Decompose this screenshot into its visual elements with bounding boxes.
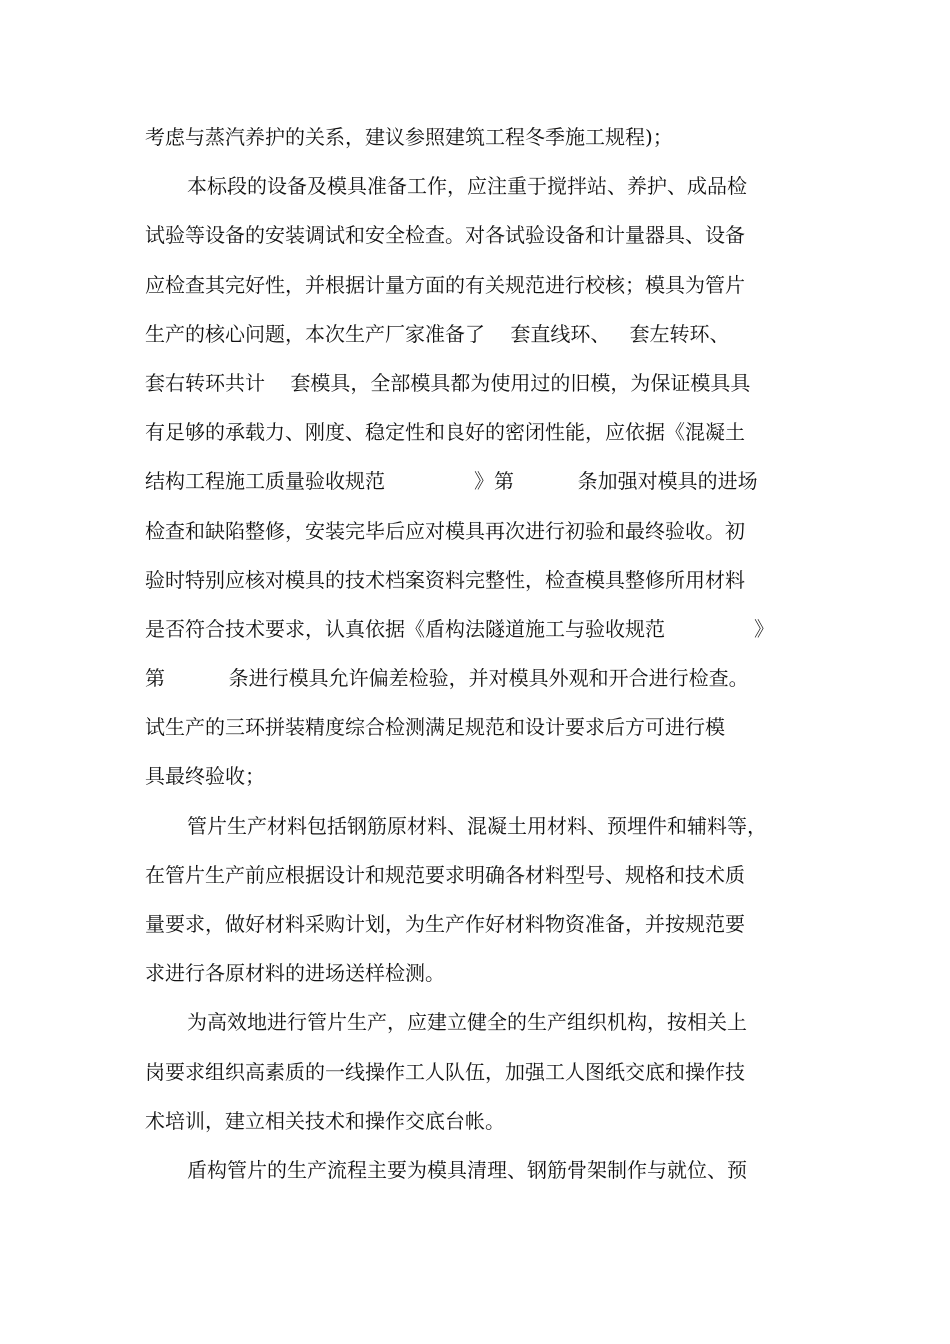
text-line-12: 第 条进行模具允许偏差检验，并对模具外观和开合进行检查。: [145, 666, 749, 691]
text-line-18: 求进行各原材料的进场送样检测。: [145, 961, 445, 986]
text-line-1: 考虑与蒸汽养护的关系，建议参照建筑工程冬季施工规程)；: [145, 125, 673, 149]
text-line-16: 在管片生产前应根据设计和规范要求明确各材料型号、规格和技术质: [145, 862, 745, 887]
document-body: [145, 113, 810, 1195]
text-line-22: 盾构管片的生产流程主要为模具清理、钢筋骨架制作与就位、预: [187, 1157, 747, 1182]
text-line-6: 套右转环共计 套模具，全部模具都为使用过的旧模，为保证模具具: [145, 370, 751, 395]
text-line-5: 生产的核心问题，本次生产厂家准备了 套直线环、 套左转环、: [145, 321, 730, 346]
text-line-17: 量要求，做好材料采购计划，为生产作好材料物资准备，并按规范要: [145, 912, 745, 936]
text-line-11: 是否符合技术要求，认真依据《盾构法隧道施工与验收规范 》: [145, 616, 775, 641]
text-line-14: 具最终验收；: [145, 764, 265, 789]
text-line-2: 本标段的设备及模具准备工作，应注重于搅拌站、养护、成品检: [187, 174, 747, 199]
text-line-13: 试生产的三环拼装精度综合检测满足规范和设计要求后方可进行模: [145, 715, 725, 740]
text-line-4: 应检查其完好性，并根据计量方面的有关规范进行校核；模具为管片: [145, 272, 745, 297]
text-line-7: 有足够的承载力、刚度、稳定性和良好的密闭性能，应依据《混凝土: [145, 420, 745, 445]
text-line-10: 验时特别应核对模具的技术档案资料完整性，检查模具整修所用材料: [145, 567, 745, 592]
text-line-3: 试验等设备的安装调试和安全检查。对各试验设备和计量器具、设备: [145, 223, 745, 248]
text-line-9: 检查和缺陷整修，安装完毕后应对模具再次进行初验和最终验收。初: [145, 518, 745, 543]
text-line-8: 结构工程施工质量验收规范 》第 条加强对模具的进场: [145, 469, 758, 494]
text-line-15: 管片生产材料包括钢筋原材料、混凝土用材料、预埋件和辅料等，: [187, 813, 767, 838]
text-line-19: 为高效地进行管片生产，应建立健全的生产组织机构，按相关上: [187, 1010, 747, 1035]
text-line-21: 术培训，建立相关技术和操作交底台帐。: [145, 1108, 505, 1133]
text-line-20: 岗要求组织高素质的一线操作工人队伍，加强工人图纸交底和操作技: [145, 1059, 745, 1084]
